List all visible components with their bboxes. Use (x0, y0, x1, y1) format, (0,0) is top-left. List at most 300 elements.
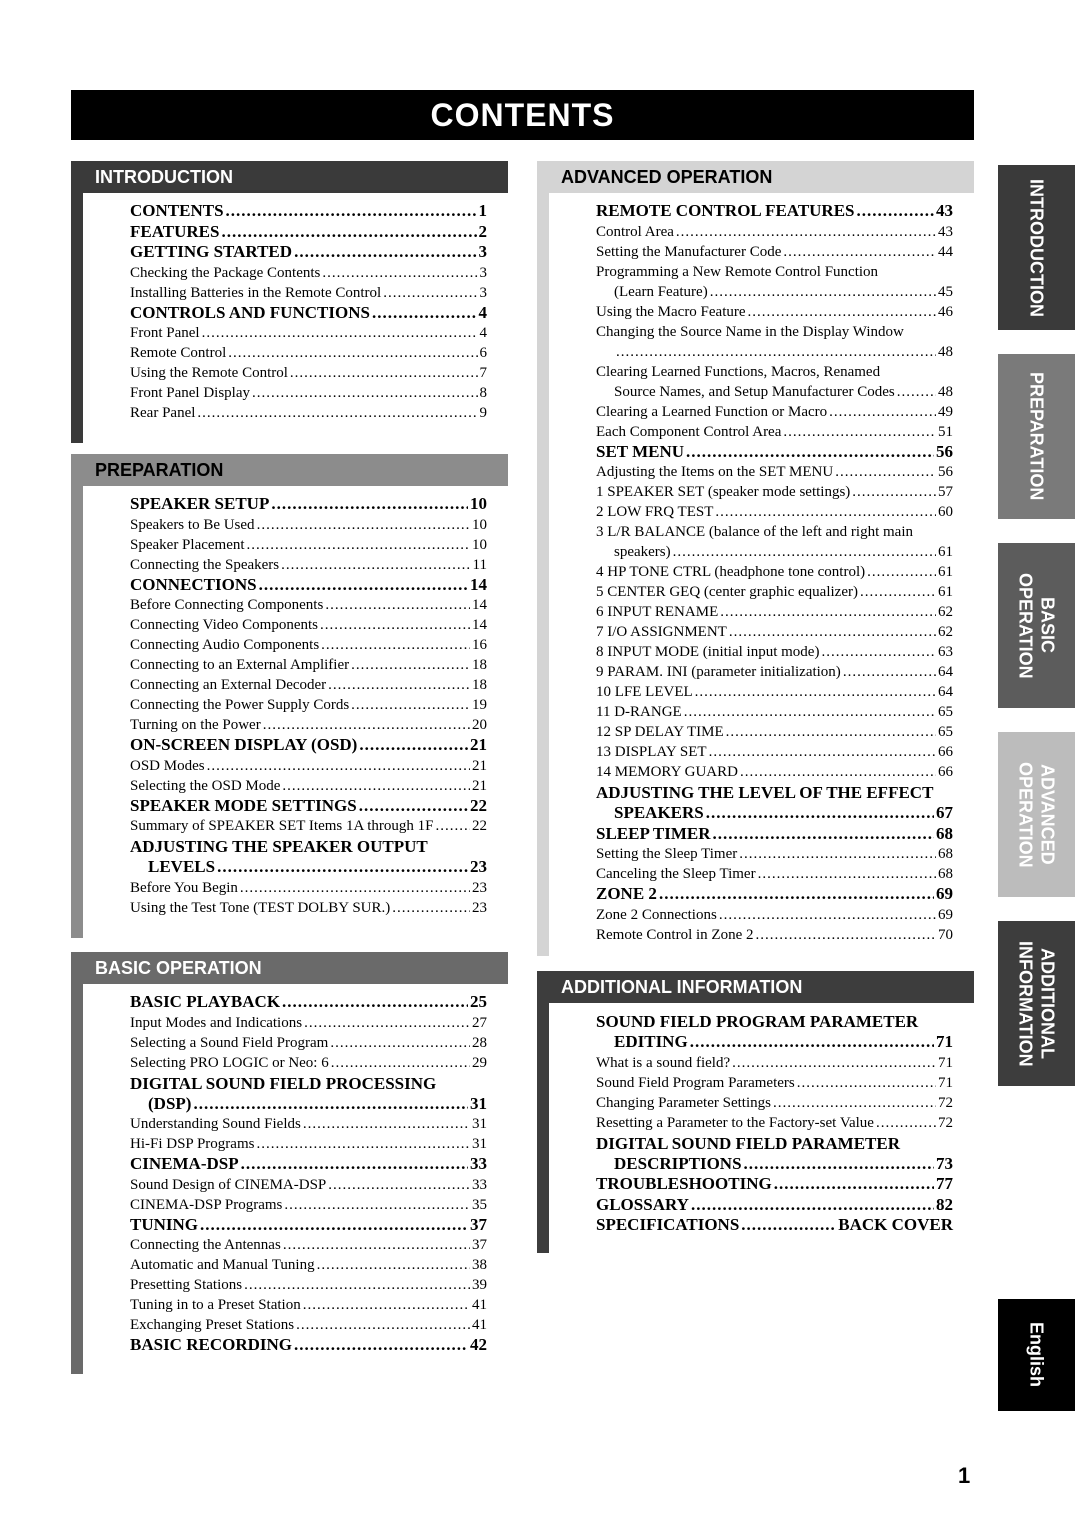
toc-entry-page: 8 (479, 385, 487, 401)
toc-entry[interactable] (130, 1315, 487, 1335)
toc-entry-title: 4 HP TONE CTRL (headphone tone control) (596, 564, 866, 580)
toc-entry-title: Using the Remote Control (130, 365, 288, 381)
toc-entry[interactable] (130, 575, 487, 596)
toc-entry[interactable] (130, 735, 487, 756)
toc-entry-page: 69 (938, 906, 953, 923)
dot-leader (860, 582, 936, 602)
dot-leader (257, 515, 470, 535)
toc-entry[interactable] (130, 1033, 487, 1053)
dot-leader (729, 622, 936, 642)
toc-entry-title: ON-SCREEN DISPLAY (OSD) (130, 735, 358, 754)
side-tab-label: ADDITIONAL INFORMATION (1015, 940, 1058, 1067)
dot-leader (331, 1053, 470, 1073)
toc-entry[interactable] (130, 242, 487, 263)
toc-entry-page: 70 (938, 926, 953, 943)
toc-entry[interactable] (596, 722, 953, 742)
toc-entry-title: Using the Macro Feature (596, 303, 746, 320)
dot-leader (616, 342, 936, 362)
toc-entry[interactable] (130, 1013, 487, 1033)
toc-entry[interactable] (130, 383, 487, 403)
toc-entry[interactable] (596, 602, 953, 622)
toc-entry-title: Adjusting the Items on the SET MENU (596, 464, 834, 480)
toc-entry[interactable] (596, 242, 953, 262)
toc-entry-title: Summary of SPEAKER SET Items 1A through 1F (130, 818, 434, 834)
toc-entry[interactable] (130, 715, 487, 735)
dot-leader (686, 442, 934, 463)
toc-entry-page: 77 (936, 1174, 953, 1193)
dot-leader (221, 222, 476, 243)
side-tab-preparation[interactable] (998, 354, 1075, 519)
toc-entry-page: 57 (938, 484, 953, 500)
toc-entry[interactable] (596, 1195, 953, 1216)
toc-entry-page: 20 (472, 717, 487, 733)
toc-entry-title: SLEEP TIMER (596, 823, 711, 843)
dot-leader (739, 844, 936, 864)
dot-leader (284, 1195, 470, 1215)
toc-entry[interactable] (596, 864, 953, 884)
toc-entry-title: Using the Test Tone (TEST DOLBY SUR.) (130, 899, 391, 916)
dot-leader (320, 615, 470, 635)
toc-entry-title: Automatic and Manual Tuning (130, 1257, 315, 1273)
side-tab-label: PREPARATION (1026, 372, 1047, 501)
dot-leader (821, 642, 936, 662)
toc-entry-page: 60 (938, 504, 953, 520)
toc-entry-title: Connecting Audio Components (130, 637, 320, 653)
toc-entry-page: 71 (936, 1032, 953, 1051)
toc-entry-title: 10 LFE LEVEL (596, 684, 693, 700)
dot-leader (695, 682, 936, 702)
toc-entry[interactable] (596, 582, 953, 602)
toc-entry-text: SOUND FIELD PROGRAM PARAMETER (596, 1012, 919, 1031)
toc-entry-title: Sound Design of CINEMA-DSP (130, 1176, 327, 1193)
toc-entry-title: Tuning in to a Preset Station (130, 1297, 301, 1313)
toc-entry[interactable] (596, 282, 953, 302)
toc-entry-title: Exchanging Preset Stations (130, 1317, 295, 1333)
toc-entry-page: 14 (472, 597, 487, 613)
side-tab-label: English (1026, 1322, 1047, 1388)
toc-entry[interactable] (130, 776, 487, 796)
side-tab-basic-operation[interactable] (998, 543, 1075, 708)
toc-entry[interactable] (130, 857, 487, 878)
toc-entry[interactable] (596, 622, 953, 642)
toc-entry-page: 37 (470, 1214, 487, 1234)
toc-entry-title: Setting the Manufacturer Code (596, 243, 782, 260)
toc-entry-title: GETTING STARTED (130, 242, 293, 261)
toc-entry[interactable] (130, 1295, 487, 1315)
dot-leader (741, 1215, 836, 1236)
toc-entry-title: Each Component Control Area (596, 423, 782, 440)
toc-entry-page: 49 (938, 403, 953, 420)
toc-entry-page: 61 (938, 584, 953, 600)
toc-entry-title: REMOTE CONTROL FEATURES (596, 201, 855, 220)
toc-entry-page: 2 (478, 221, 487, 241)
section-advanced-operation (537, 161, 974, 956)
toc-entry-title: Selecting a Sound Field Program (130, 1034, 329, 1051)
toc-entry-page: 48 (938, 383, 953, 400)
dot-leader (317, 1255, 470, 1275)
toc-entry[interactable] (130, 201, 487, 222)
dot-leader (684, 702, 936, 722)
toc-entry[interactable] (130, 1195, 487, 1215)
section-title-preparation: PREPARATION (71, 454, 508, 486)
toc-entry-text: Changing the Source Name in the Display Window (596, 323, 904, 340)
toc-entry[interactable] (130, 1215, 487, 1236)
toc-entry-page: 63 (938, 644, 953, 660)
section-bar (71, 486, 83, 938)
toc-entry-page: 31 (472, 1116, 487, 1132)
toc-entry-page: 35 (472, 1196, 487, 1213)
dot-leader (271, 494, 468, 515)
dot-leader (755, 925, 936, 945)
dot-leader (296, 1315, 470, 1335)
toc-entry[interactable] (596, 562, 953, 582)
side-tab-label: INTRODUCTION (1026, 178, 1047, 317)
toc-entry[interactable] (596, 1032, 953, 1053)
toc-entry[interactable] (130, 535, 487, 555)
dot-leader (783, 242, 936, 262)
toc-entry[interactable] (596, 422, 953, 442)
toc-entry[interactable] (130, 1053, 487, 1073)
section-preparation (71, 454, 508, 938)
toc-entry-page: 41 (472, 1297, 487, 1313)
toc-entry-title: TUNING (130, 1214, 199, 1234)
toc-entry-title: ZONE 2 (596, 884, 657, 903)
dot-leader (719, 905, 936, 925)
toc-entry-page: 62 (938, 604, 953, 620)
dot-leader (712, 824, 934, 845)
toc-entry-page: 4 (478, 302, 487, 322)
toc-entry[interactable] (130, 403, 487, 423)
toc-entry[interactable] (130, 494, 487, 515)
toc-entry-page: 33 (472, 1176, 487, 1193)
toc-entry-title: CONTROLS AND FUNCTIONS (130, 302, 370, 322)
toc-entry-title: SPECIFICATIONS (596, 1215, 740, 1234)
toc-entry[interactable] (130, 263, 487, 283)
toc-entry[interactable] (130, 1134, 487, 1154)
toc-entry-page: 62 (938, 624, 953, 640)
toc-entry-title: 5 CENTER GEQ (center graphic equalizer) (596, 584, 858, 600)
toc-entry[interactable] (130, 515, 487, 535)
toc-entry[interactable] (596, 1174, 953, 1195)
toc-entry-text: DIGITAL SOUND FIELD PARAMETER (596, 1133, 900, 1153)
toc-entry[interactable] (130, 1175, 487, 1195)
toc-entry-page: 3 (479, 264, 487, 281)
toc-entry[interactable] (596, 682, 953, 702)
toc-entry-title: Input Modes and Indications (130, 1014, 303, 1031)
toc-entry-title: Hi-Fi DSP Programs (130, 1136, 255, 1152)
toc-entry-page: 45 (938, 283, 953, 300)
toc-entry-page: 25 (470, 992, 487, 1011)
toc-entry-page: 23 (470, 857, 487, 876)
toc-entry-title: EDITING (614, 1032, 688, 1051)
toc-entry[interactable] (130, 796, 487, 817)
dot-leader (303, 1295, 470, 1315)
toc-entry[interactable] (596, 1113, 953, 1133)
toc-entry[interactable] (130, 555, 487, 575)
dot-leader (392, 898, 470, 918)
toc-entry[interactable] (130, 1094, 487, 1115)
toc-entry[interactable] (130, 615, 487, 635)
toc-entry-title: 1 SPEAKER SET (speaker mode settings) (596, 484, 851, 500)
toc-entry-title: DESCRIPTIONS (614, 1153, 742, 1173)
dot-leader (774, 1174, 934, 1195)
section-bar (537, 1003, 549, 1253)
toc-entry[interactable] (596, 302, 953, 322)
toc-entry[interactable] (596, 742, 953, 762)
toc-entry[interactable] (596, 925, 953, 945)
side-tab-introduction[interactable] (998, 165, 1075, 330)
toc-entry-title: 7 I/O ASSIGNMENT (596, 624, 727, 640)
toc-entry-title: Speaker Placement (130, 536, 245, 553)
toc-entry-title: 2 LOW FRQ TEST (596, 504, 714, 520)
dot-leader (240, 878, 470, 898)
dot-leader (897, 382, 936, 402)
toc-entry-text: 3 L/R BALANCE (balance of the left and right main (596, 524, 913, 540)
toc-entry-title: Speakers to Be Used (130, 516, 255, 533)
toc-entry-title: Turning on the Power (130, 717, 261, 733)
toc-entry[interactable] (130, 898, 487, 918)
toc-entry[interactable] (130, 816, 487, 836)
dot-leader (372, 303, 477, 324)
toc-entry-text: ADJUSTING THE LEVEL OF THE EFFECT (596, 783, 934, 802)
toc-entry[interactable] (130, 695, 487, 715)
toc-entry-page: 46 (938, 303, 953, 320)
toc-entry-title: Clearing a Learned Function or Macro (596, 403, 828, 420)
toc-entry[interactable] (596, 824, 953, 845)
toc-entry-page: 64 (938, 664, 953, 680)
toc-entry[interactable] (596, 844, 953, 864)
toc-entry[interactable] (596, 402, 953, 422)
toc-entry-title: Connecting the Speakers (130, 556, 280, 573)
toc-entry[interactable] (596, 642, 953, 662)
dot-leader (247, 535, 470, 555)
toc-entry[interactable] (596, 201, 953, 222)
toc-entry-title: 11 D-RANGE (596, 704, 682, 720)
toc-entry-page: 51 (938, 423, 953, 440)
dot-leader (283, 1235, 470, 1255)
toc-entry[interactable] (130, 878, 487, 898)
toc-entry-page: 61 (938, 544, 953, 560)
toc-entry-page: 27 (472, 1014, 487, 1031)
toc-entry-title: 14 MEMORY GUARD (596, 764, 738, 780)
toc-entry-title: 13 DISPLAY SET (596, 744, 707, 760)
dot-leader (744, 1154, 934, 1175)
toc-entry-page: 31 (472, 1136, 487, 1152)
toc-entry-page: 22 (472, 818, 487, 834)
toc-entry[interactable] (596, 482, 953, 502)
dot-leader (835, 462, 936, 482)
dot-leader (303, 1114, 470, 1134)
toc-entry-title: Remote Control (130, 345, 227, 361)
toc-entry[interactable] (130, 1235, 487, 1255)
toc-entry-page: 21 (472, 777, 487, 794)
toc-entry-title: SET MENU (596, 441, 685, 461)
toc-entry-page: 18 (472, 657, 487, 673)
toc-entry[interactable] (130, 595, 487, 615)
dot-leader (197, 403, 477, 423)
dot-leader (773, 1093, 936, 1113)
toc-entry-title: LEVELS (148, 857, 216, 876)
toc-entry[interactable] (596, 462, 953, 482)
toc-entry-page: 82 (936, 1194, 953, 1214)
toc-entry-text: Programming a New Remote Control Function (596, 263, 879, 280)
toc-entry[interactable] (596, 382, 953, 402)
toc-entry-title: CONNECTIONS (130, 574, 257, 594)
dot-leader (758, 864, 936, 884)
toc-entry-title: SPEAKER SETUP (130, 494, 270, 513)
dot-leader (843, 662, 936, 682)
toc-entry[interactable] (130, 655, 487, 675)
toc-entry-page: 23 (472, 899, 487, 916)
dot-leader (328, 675, 470, 695)
toc-entry-title: OSD Modes (130, 757, 205, 774)
dot-leader (351, 655, 470, 675)
toc-entry-page: 19 (472, 697, 487, 713)
side-tab-advanced-operation[interactable] (998, 732, 1075, 897)
toc-entry-page: 56 (936, 441, 953, 461)
toc-entry-title: Front Panel Display (130, 385, 250, 401)
toc-entry[interactable] (596, 702, 953, 722)
toc-entry[interactable] (130, 1154, 487, 1175)
dot-leader (726, 722, 936, 742)
toc-entry[interactable] (130, 323, 487, 343)
toc-entry-page: 42 (470, 1335, 487, 1354)
toc-entry-title: Connecting the Antennas (130, 1237, 281, 1253)
dot-leader (706, 803, 934, 824)
toc-entry-title: Selecting PRO LOGIC or Neo: 6 (130, 1054, 329, 1071)
dot-leader (325, 595, 470, 615)
toc-entry[interactable] (596, 1154, 953, 1175)
toc-entry[interactable] (596, 502, 953, 522)
dot-leader (282, 776, 470, 796)
toc-entry-page: 9 (479, 405, 487, 421)
toc-entry[interactable] (596, 1093, 953, 1113)
dot-leader (690, 1032, 934, 1053)
toc-entry-page: 66 (938, 744, 953, 760)
toc-entry[interactable] (596, 662, 953, 682)
side-tab-label: BASIC OPERATION (1015, 572, 1058, 679)
toc-entry[interactable] (130, 222, 487, 243)
toc-entry-page: 3 (479, 284, 487, 301)
toc-entry[interactable] (596, 905, 953, 925)
toc-entry[interactable] (596, 542, 953, 562)
toc-entry-title: GLOSSARY (596, 1194, 689, 1214)
toc-entry-title: BASIC RECORDING (130, 1335, 292, 1354)
toc-entry-title: 8 INPUT MODE (initial input mode) (596, 644, 820, 660)
dot-leader (857, 201, 934, 222)
toc-entry-page: 61 (938, 564, 953, 580)
dot-leader (241, 1154, 468, 1175)
dot-leader (659, 884, 934, 905)
toc-entry-title: Presetting Stations (130, 1277, 243, 1293)
toc-entry[interactable] (596, 762, 953, 782)
toc-entry-title: BASIC PLAYBACK (130, 992, 281, 1011)
section-title-advanced-operation: ADVANCED OPERATION (537, 161, 974, 193)
toc-entry-title: CONTENTS (130, 201, 224, 220)
toc-entry[interactable] (130, 1255, 487, 1275)
side-tab-english[interactable] (998, 1299, 1075, 1411)
toc-entry-page: 39 (472, 1277, 487, 1293)
toc-entry[interactable] (130, 303, 487, 324)
toc-entry-title: speakers) (614, 544, 671, 560)
toc-entry-title: Front Panel (130, 325, 200, 341)
toc-entry-title: Canceling the Sleep Timer (596, 866, 756, 882)
dot-leader (290, 363, 478, 383)
dot-leader (867, 562, 936, 582)
toc-entry[interactable] (130, 343, 487, 363)
dot-leader (748, 302, 936, 322)
toc-entry-page: 18 (472, 677, 487, 693)
toc-entry[interactable] (596, 1215, 953, 1236)
toc-entry[interactable] (596, 342, 953, 362)
toc-list (596, 1011, 953, 1236)
toc-entry-title: 6 INPUT RENAME (596, 604, 719, 620)
toc-entry[interactable] (130, 635, 487, 655)
toc-entry-title: Remote Control in Zone 2 (596, 926, 754, 943)
toc-entry-page: 16 (472, 637, 487, 653)
dot-leader (351, 695, 470, 715)
toc-entry[interactable] (130, 675, 487, 695)
toc-entry-page: 71 (938, 1074, 953, 1091)
dot-leader (709, 742, 936, 762)
toc-entry-page: 10 (472, 516, 487, 533)
toc-entry[interactable] (596, 442, 953, 463)
toc-entry-title: Before You Begin (130, 879, 238, 896)
toc-entry-title: Source Names, and Setup Manufacturer Codes (614, 383, 895, 400)
toc-entry[interactable] (130, 283, 487, 303)
toc-entry-page: 3 (478, 242, 487, 261)
toc-entry-title: Control Area (596, 223, 674, 240)
dot-leader (710, 282, 936, 302)
toc-entry-page: 21 (470, 735, 487, 754)
toc-entry-title: Changing Parameter Settings (596, 1094, 771, 1111)
toc-entry[interactable] (596, 884, 953, 905)
toc-entry-page: 10 (472, 536, 487, 553)
toc-entry[interactable] (130, 992, 487, 1013)
toc-entry-title: Sound Field Program Parameters (596, 1074, 795, 1091)
toc-entry[interactable] (130, 756, 487, 776)
toc-entry-page: 43 (938, 223, 953, 240)
toc-entry[interactable] (596, 1073, 953, 1093)
toc-entry-page: 38 (472, 1257, 487, 1273)
toc-entry[interactable] (596, 1053, 953, 1073)
toc-entry-page: 6 (479, 345, 487, 361)
toc-entry[interactable] (130, 1275, 487, 1295)
toc-entry[interactable] (130, 1114, 487, 1134)
section-basic-operation (71, 952, 508, 1374)
dot-leader (259, 575, 468, 596)
dot-leader (359, 735, 468, 756)
toc-entry[interactable] (596, 803, 953, 824)
dot-leader (330, 1033, 470, 1053)
dot-leader (732, 1053, 936, 1073)
side-tab-additional-information[interactable] (998, 921, 1075, 1086)
toc-entry[interactable] (596, 222, 953, 242)
dot-leader (217, 857, 468, 878)
dot-leader (673, 542, 936, 562)
dot-leader (322, 263, 477, 283)
toc-entry-page: 7 (479, 365, 487, 381)
toc-entry-title: Resetting a Parameter to the Factory-set Value (596, 1114, 874, 1131)
toc-entry[interactable] (130, 1335, 487, 1356)
toc-entry-page: 31 (470, 1093, 487, 1113)
section-bar (71, 984, 83, 1374)
dot-leader (207, 756, 470, 776)
toc-entry-page: 68 (938, 846, 953, 862)
toc-entry[interactable] (130, 363, 487, 383)
dot-leader (876, 1113, 936, 1133)
dot-leader (294, 242, 476, 263)
